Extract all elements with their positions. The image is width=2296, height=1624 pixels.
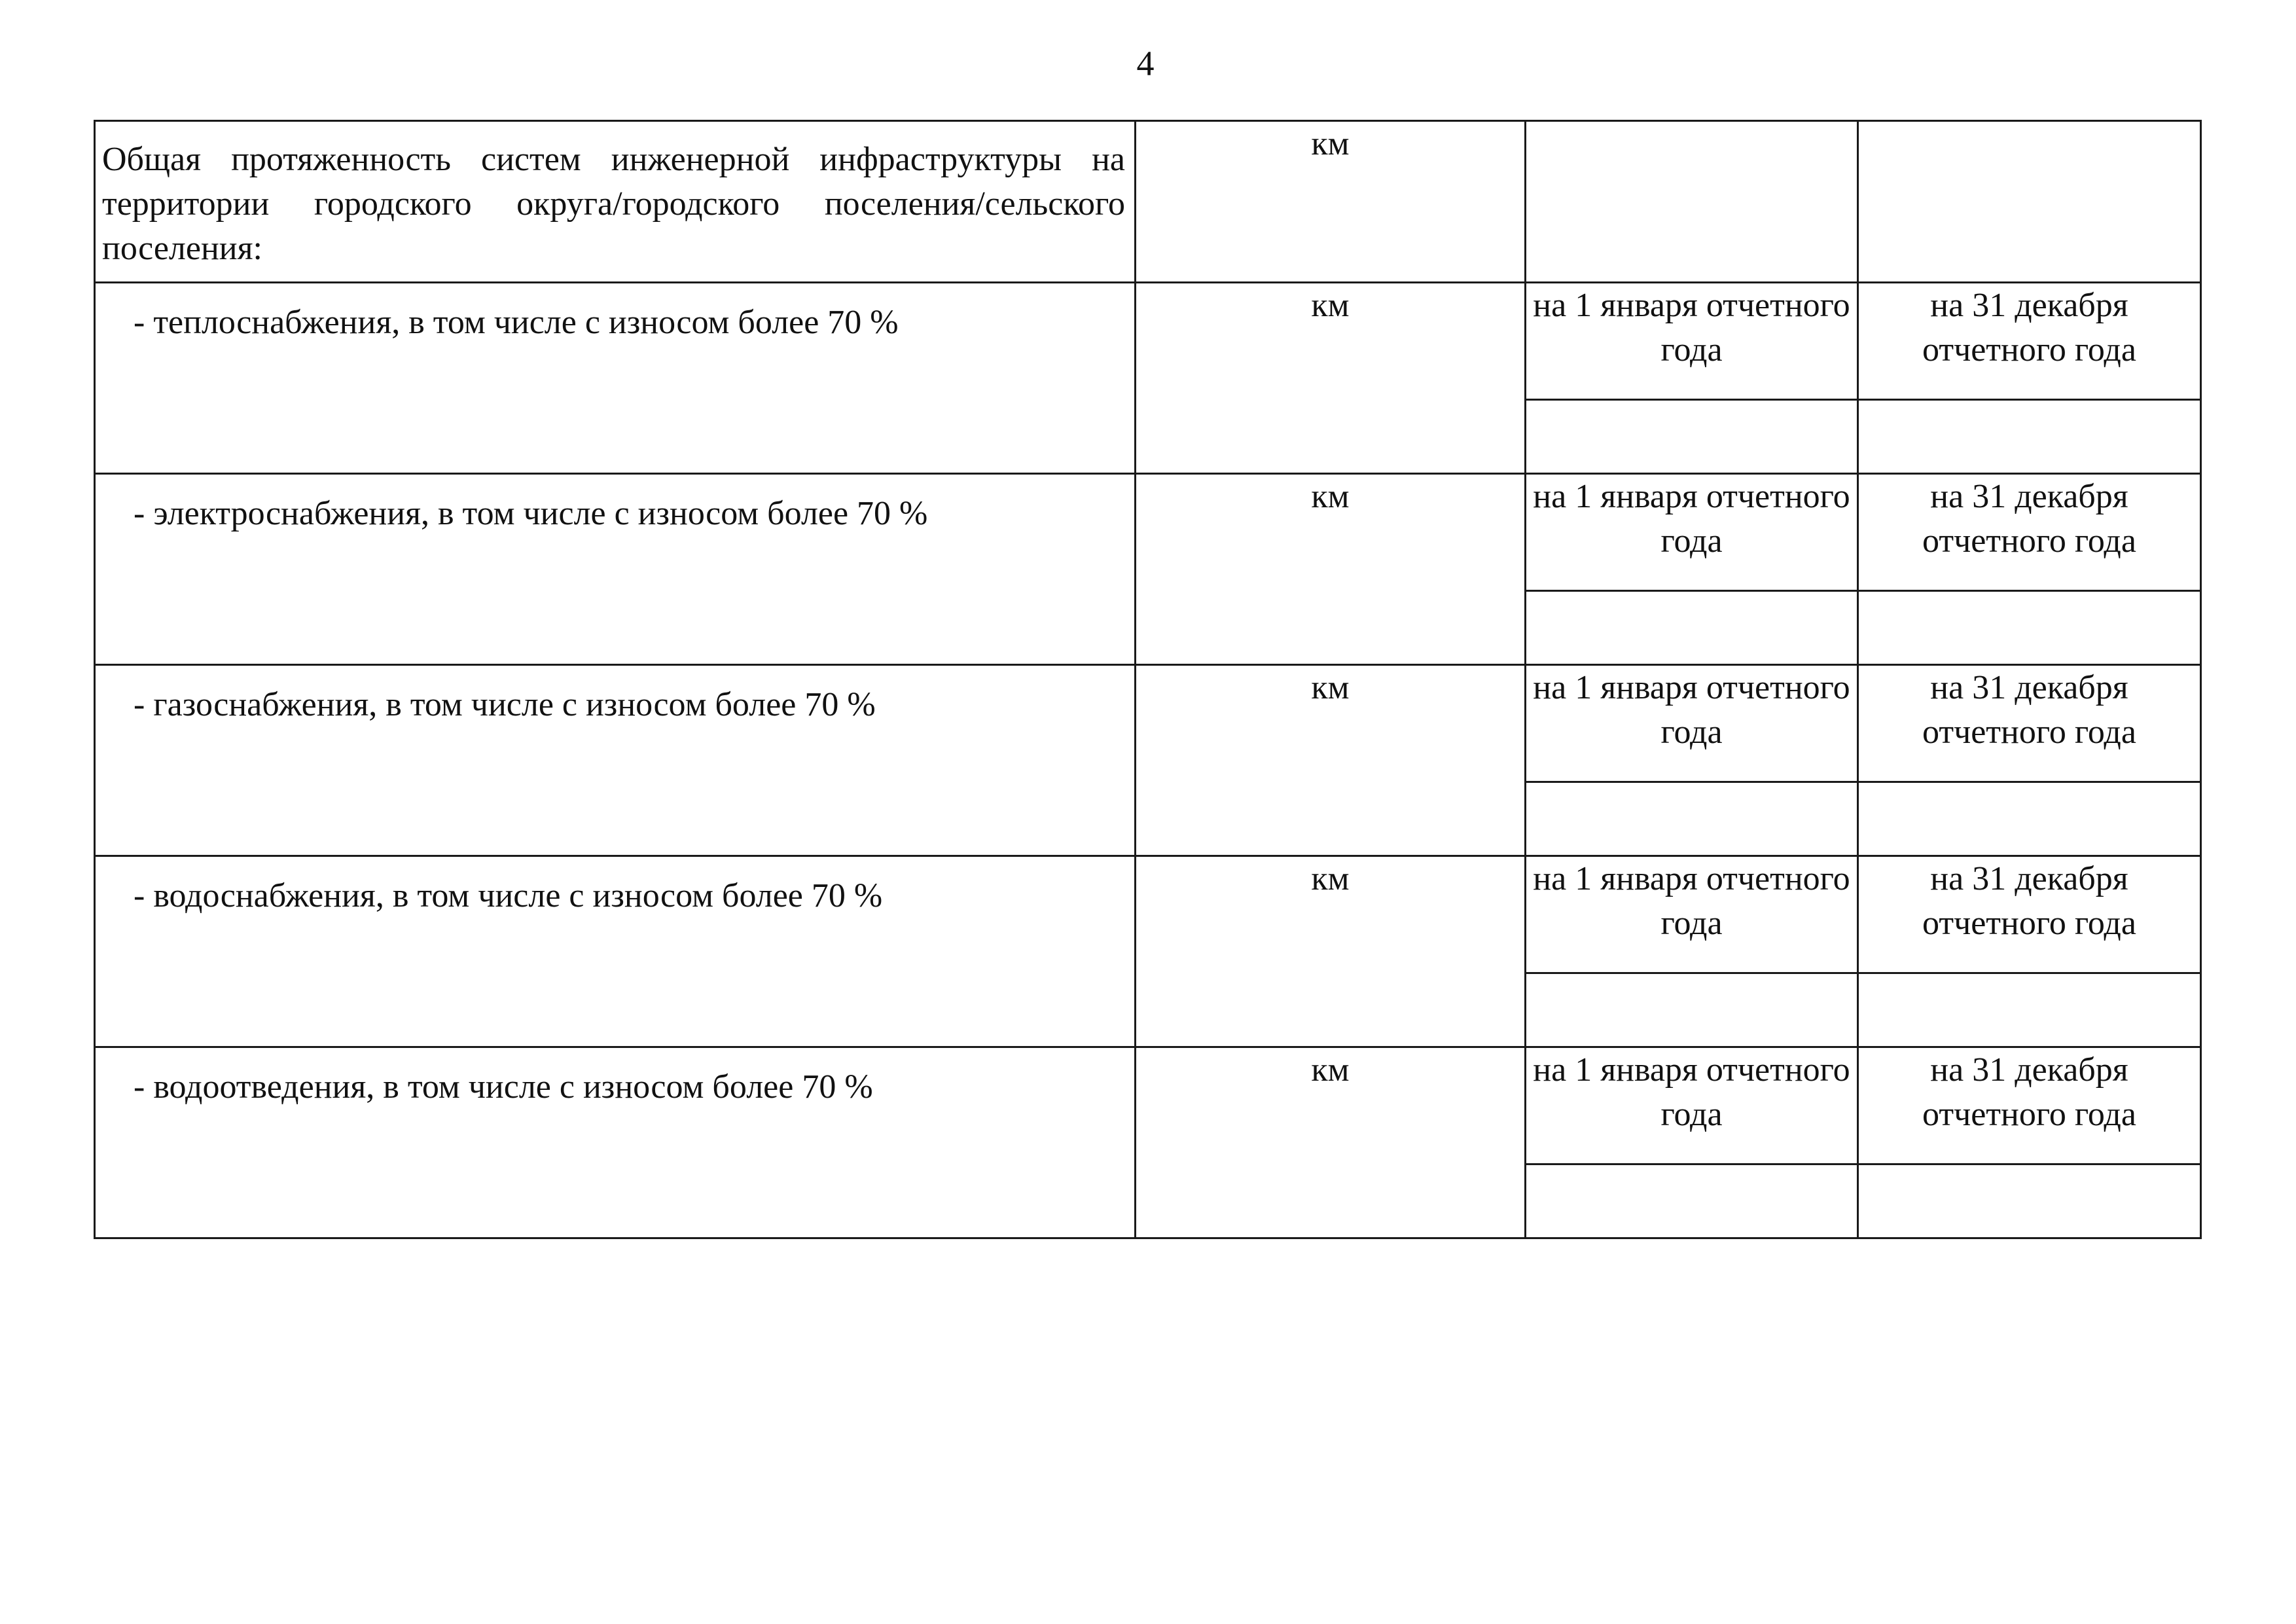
period-label: на 31 декабря отчетного года xyxy=(1922,287,2136,369)
heat-supply-unit: км xyxy=(1136,283,1526,474)
electricity-supply-jan-header xyxy=(1526,474,1858,591)
water-disposal-label: - водоотведения, в том числе с износом более 70 % xyxy=(134,1068,873,1106)
water-supply-unit: км xyxy=(1136,856,1526,1047)
heat-supply-label-cell xyxy=(95,283,1136,474)
heat-supply-jan-value[interactable] xyxy=(1526,400,1858,474)
water-disposal-jan-value[interactable] xyxy=(1526,1164,1858,1238)
water-disposal-jan-header xyxy=(1526,1047,1858,1164)
gas-supply-jan-value[interactable] xyxy=(1526,782,1858,856)
gas-supply-dec-value[interactable] xyxy=(1858,782,2201,856)
table-row-heat-supply xyxy=(95,283,2201,400)
gas-supply-dec-header xyxy=(1858,665,2201,782)
period-label: на 31 декабря отчетного года xyxy=(1922,860,2136,942)
electricity-supply-unit: км xyxy=(1136,474,1526,665)
gas-supply-jan-header xyxy=(1526,665,1858,782)
total-length-unit: км xyxy=(1136,121,1526,283)
water-disposal-dec-header xyxy=(1858,1047,2201,1164)
table-row-gas-supply xyxy=(95,665,2201,782)
gas-supply-unit: км xyxy=(1136,665,1526,856)
period-label: на 1 января отчетного года xyxy=(1533,669,1850,751)
table-row-total-length xyxy=(95,121,2201,283)
water-supply-jan-value[interactable] xyxy=(1526,973,1858,1047)
period-label: на 1 января отчетного года xyxy=(1533,478,1850,560)
water-supply-label-cell xyxy=(95,856,1136,1047)
water-supply-label: - водоснабжения, в том числе с износом более 70 % xyxy=(134,877,883,914)
gas-supply-label-cell xyxy=(95,665,1136,856)
table-row-water-supply xyxy=(95,856,2201,973)
electricity-supply-jan-value[interactable] xyxy=(1526,591,1858,665)
period-label: на 1 января отчетного года xyxy=(1533,1051,1850,1133)
table-row-electricity-supply xyxy=(95,474,2201,591)
total-length-jan-value[interactable] xyxy=(1526,121,1858,283)
infrastructure-length-table xyxy=(94,120,2202,1239)
water-supply-jan-header xyxy=(1526,856,1858,973)
heat-supply-dec-header xyxy=(1858,283,2201,400)
period-label: на 31 декабря отчетного года xyxy=(1922,478,2136,560)
period-label: на 31 декабря отчетного года xyxy=(1922,669,2136,751)
page-number: 4 xyxy=(1136,44,1155,83)
heat-supply-jan-header xyxy=(1526,283,1858,400)
total-length-label: Общая протяженность систем инженерной инфраструктуры на территории городского округа/городского поселения/сельского поселения: xyxy=(102,141,1125,267)
table-row-water-disposal xyxy=(95,1047,2201,1164)
period-label: на 31 декабря отчетного года xyxy=(1922,1051,2136,1133)
electricity-supply-dec-value[interactable] xyxy=(1858,591,2201,665)
period-label: на 1 января отчетного года xyxy=(1533,287,1850,369)
gas-supply-label: - газоснабжения, в том числе с износом более 70 % xyxy=(134,686,876,723)
electricity-supply-label-cell xyxy=(95,474,1136,665)
heat-supply-label: - теплоснабжения, в том числе с износом более 70 % xyxy=(134,304,899,341)
water-supply-dec-value[interactable] xyxy=(1858,973,2201,1047)
water-disposal-unit: км xyxy=(1136,1047,1526,1238)
water-disposal-label-cell xyxy=(95,1047,1136,1238)
heat-supply-dec-value[interactable] xyxy=(1858,400,2201,474)
total-length-dec-value[interactable] xyxy=(1858,121,2201,283)
electricity-supply-dec-header xyxy=(1858,474,2201,591)
water-supply-dec-header xyxy=(1858,856,2201,973)
electricity-supply-label: - электроснабжения, в том числе с износом более 70 % xyxy=(134,495,928,532)
period-label: на 1 января отчетного года xyxy=(1533,860,1850,942)
water-disposal-dec-value[interactable] xyxy=(1858,1164,2201,1238)
total-length-label-cell xyxy=(95,121,1136,283)
